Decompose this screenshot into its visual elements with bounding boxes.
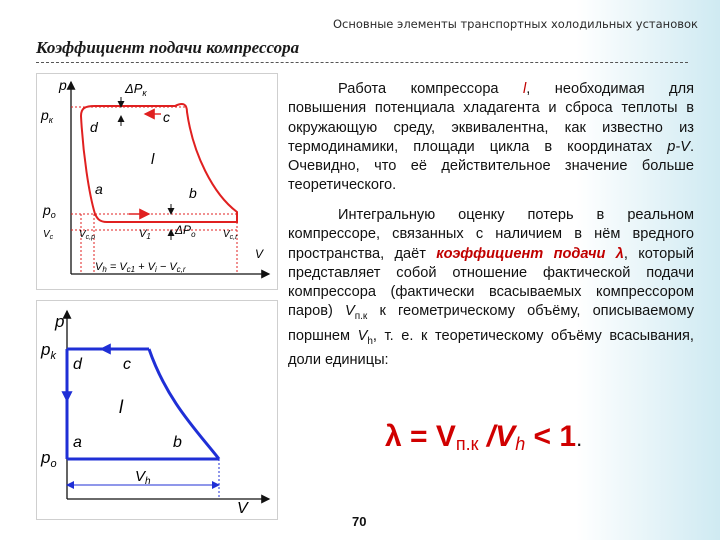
text-run: к геометрическому объёму, описываемому поршнем (288, 303, 694, 344)
formula-rhs: < 1 (525, 420, 577, 453)
real-cycle-diagram (36, 73, 278, 290)
fig1-point-d: d (90, 119, 98, 135)
formula-sub-pk: п.к (455, 434, 479, 454)
theoretical-cycle-diagram (36, 300, 278, 520)
fig2-p-label: p (55, 312, 65, 331)
fig1-vc-label: $V_c$ (43, 229, 54, 241)
slide-title: Коэффициент подачи компрессора (36, 38, 300, 57)
formula-lhs: λ = V (385, 420, 456, 453)
fig2-point-b: b (173, 434, 182, 451)
fig2-work-l: l (119, 397, 123, 417)
lambda-term: коэффициент подачи λ (436, 245, 624, 262)
text-run: , который представляет собой отношение фактической подачи компрессора (фактически всасываемых компрессором паров) (288, 245, 694, 320)
vh-symbol: V (357, 327, 368, 344)
fig1-vh-formula: Vh = Vc1 + Vi − Vc,r (95, 261, 186, 274)
fig2-point-d: d (73, 356, 82, 373)
fig1-po-label: $p_o$ (43, 202, 56, 220)
fig2-point-a: a (73, 434, 82, 451)
formula-vh: /V (478, 420, 516, 453)
fig1-dpo-label: $\Delta P_o$ (175, 223, 196, 239)
vpk-symbol: V (345, 303, 355, 320)
text-run: . Очевидно, что её действительное значение больше теоретического. (288, 138, 694, 194)
vh-subscript: h (367, 335, 373, 347)
fig1-v1-label: V1 (139, 228, 151, 241)
fig1-dpk-label: $\Delta P_к$ (125, 81, 147, 98)
fig2-point-c: c (123, 356, 131, 373)
pv-coordinates: p-V (667, 138, 690, 155)
page-number: 70 (352, 514, 367, 529)
formula-sub-h: h (515, 434, 526, 454)
text-run: , необходимая для повышения потенциала хладагента и сброса теплоты в окружающую среду, эквивалентна, как известно из термодинамики, площади цикла в координатах (288, 81, 694, 155)
fig1-point-a: a (95, 181, 103, 197)
fig2-po-label: $p_o$ (41, 448, 57, 470)
fig1-pk-label: $p_к$ (41, 107, 54, 125)
title-divider (36, 62, 688, 63)
formula-period: . (576, 426, 583, 451)
fig2-vh-label: $V_h$ (135, 468, 151, 487)
fig2-v-axis: V (237, 500, 248, 517)
fig1-v-axis: V (255, 247, 264, 261)
paragraph-work (288, 80, 694, 196)
paragraph-lambda (288, 206, 694, 370)
header-subtitle: Основные элементы транспортных холодильных установок (332, 17, 698, 31)
fig1-vcp-label: $V_{c,p}$ (79, 229, 96, 241)
fig1-work-l: l (151, 151, 155, 168)
fig2-pk-label: $p_k$ (41, 340, 56, 362)
vpk-subscript: п.к (354, 311, 368, 323)
fig1-p-label: p (59, 77, 67, 93)
text-run: Работа компрессора (338, 81, 524, 97)
work-symbol: l (523, 81, 527, 97)
fig1-point-c: c (163, 109, 170, 125)
fig1-vcr-label: $V_{c,r}$ (223, 229, 238, 241)
fig1-point-b: b (189, 185, 197, 201)
lambda-formula (385, 420, 582, 455)
text-run: , т. е. к теоретическому объёму всасывания, доли единицы: (288, 327, 694, 368)
text-run: Интегральную оценку потерь в реальном компрессоре, связанных с наличием в нём вредного пространства, даёт (288, 207, 694, 262)
